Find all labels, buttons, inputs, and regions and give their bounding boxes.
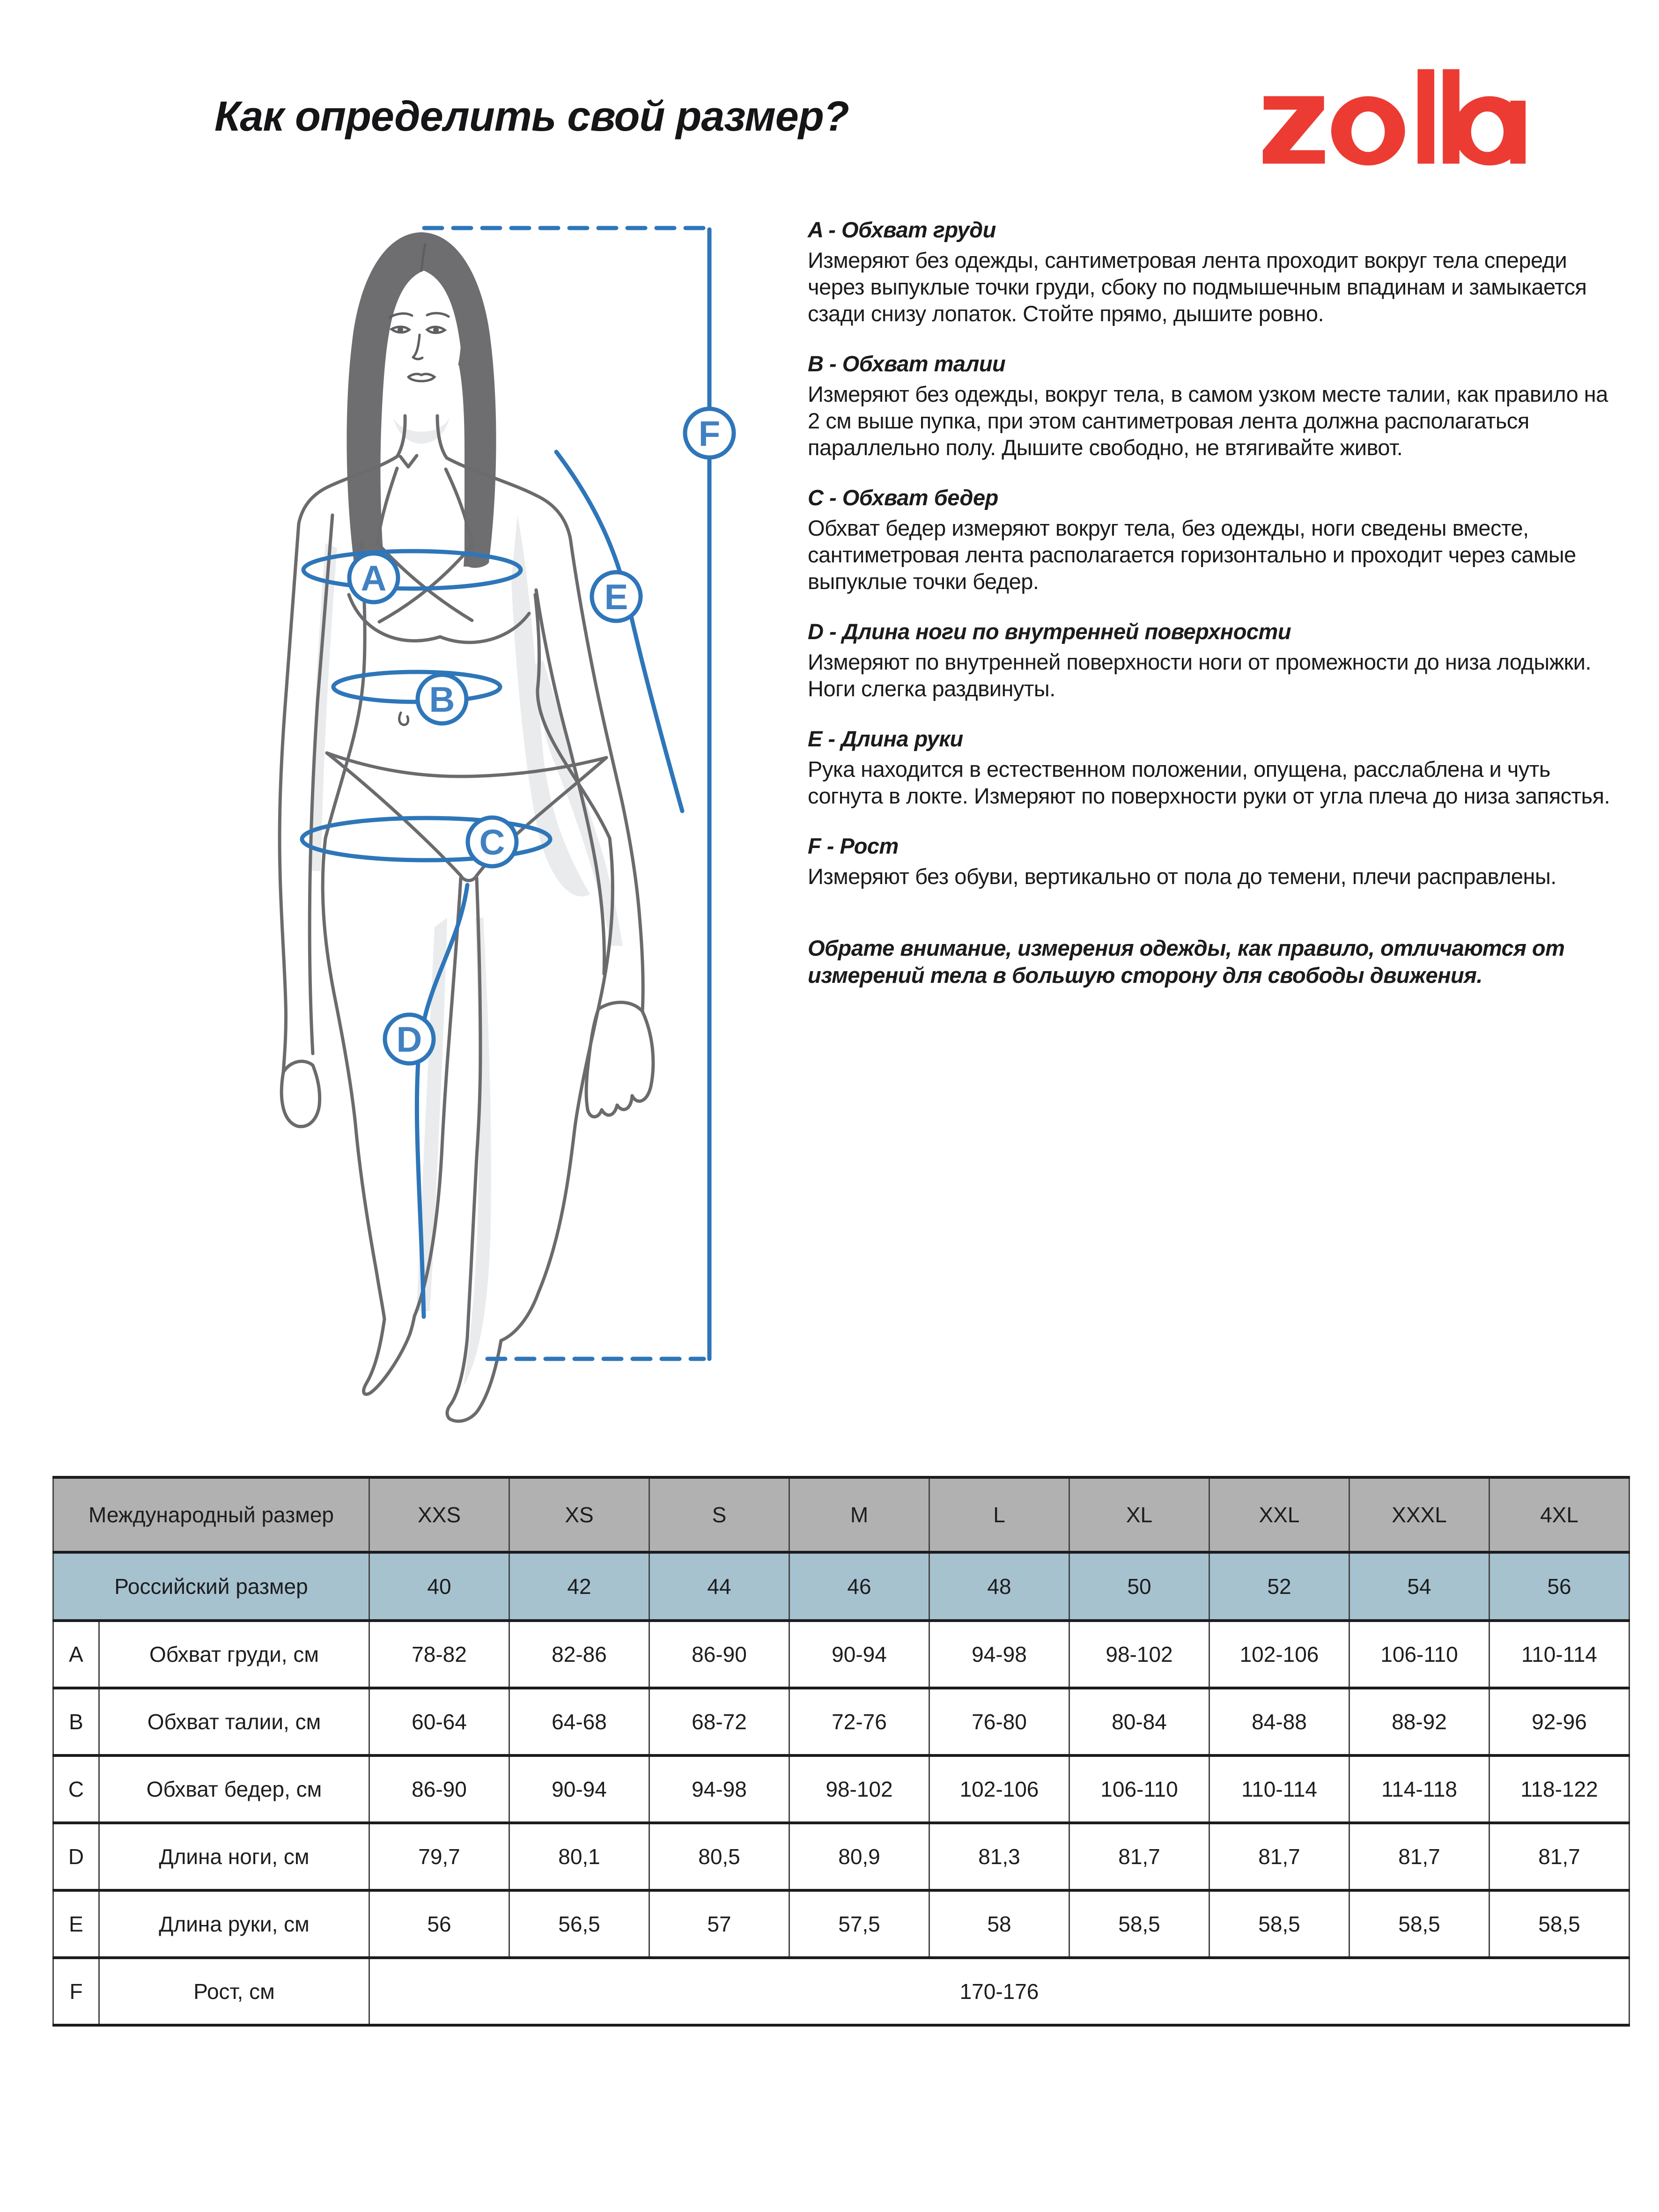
page-title: Как определить свой размер? [214,93,849,140]
size-col-header: 4XL [1489,1477,1630,1552]
header-row-russian [53,1552,1630,1621]
size-cell: 78-82 [369,1621,509,1688]
size-cell: 110-114 [1489,1621,1630,1688]
size-col-header: XXXL [1349,1477,1489,1552]
size-cell: 86-90 [649,1621,789,1688]
row-label: Обхват бедер, см [99,1755,369,1823]
size-cell: 57,5 [789,1890,929,1958]
row-label: Обхват груди, см [99,1621,369,1688]
size-col-header: XXL [1209,1477,1349,1552]
table-row-arm-length [53,1890,1630,1958]
section-height [808,833,1622,890]
row-label: Длина ноги, см [99,1823,369,1890]
size-cell: 98-102 [1069,1621,1209,1688]
table-row-leg-length [53,1823,1630,1890]
size-col-header: 54 [1349,1552,1489,1621]
size-cell: 57 [649,1890,789,1958]
size-cell: 58,5 [1489,1890,1630,1958]
size-col-header: 50 [1069,1552,1209,1621]
size-col-header: 52 [1209,1552,1349,1621]
size-cell: 80,5 [649,1823,789,1890]
section-chest [808,216,1622,327]
svg-text:A: A [361,559,387,598]
section-body: Рука находится в естественном положении, опущена, расслаблена и чуть согнута в локте. Измеряют по поверхности руки от угла плеча до низа запястья. [808,757,1610,808]
size-col-header: S [649,1477,789,1552]
size-cell: 110-114 [1209,1755,1349,1823]
attention-note: Обрате внимание, измерения одежды, как правило, отличаются от измерений тела в большую сторону для свободы движения. [808,936,1565,988]
size-cell: 92-96 [1489,1688,1630,1755]
section-heading: C - Обхват бедер [808,485,998,510]
row-letter: B [53,1688,99,1755]
table-row-height [53,1958,1630,2025]
badge-b [418,675,466,723]
zolla-logo [1261,65,1526,171]
size-col-header: M [789,1477,929,1552]
size-cell: 80,9 [789,1823,929,1890]
size-cell: 82-86 [509,1621,649,1688]
section-heading: D - Длина ноги по внутренней поверхности [808,619,1291,644]
size-col-header: 40 [369,1552,509,1621]
size-cell: 86-90 [369,1755,509,1823]
size-cell: 79,7 [369,1823,509,1890]
table-row-waist [53,1688,1630,1755]
size-cell: 94-98 [929,1621,1069,1688]
size-cell: 81,7 [1489,1823,1630,1890]
size-cell: 64-68 [509,1688,649,1755]
size-cell: 80-84 [1069,1688,1209,1755]
size-cell: 102-106 [929,1755,1069,1823]
svg-text:E: E [604,577,628,617]
table-row-chest [53,1621,1630,1688]
size-cell: 114-118 [1349,1755,1489,1823]
row-letter: F [53,1958,99,2025]
size-col-header: 48 [929,1552,1069,1621]
table-row-hips [53,1755,1630,1823]
section-heading: F - Рост [808,833,899,858]
size-cell: 56,5 [509,1890,649,1958]
size-cell: 98-102 [789,1755,929,1823]
size-col-header: XL [1069,1477,1209,1552]
section-waist [808,350,1622,461]
row-label: Длина руки, см [99,1890,369,1958]
size-cell: 76-80 [929,1688,1069,1755]
size-cell: 81,3 [929,1823,1069,1890]
row-letter: E [53,1890,99,1958]
size-cell: 81,7 [1069,1823,1209,1890]
badge-e [592,572,641,621]
row-label: Обхват талии, см [99,1688,369,1755]
section-hips [808,484,1622,595]
row-letter: C [53,1755,99,1823]
size-cell: 56 [369,1890,509,1958]
size-cell: 81,7 [1209,1823,1349,1890]
section-arm-length [808,725,1622,809]
section-heading: B - Обхват талии [808,351,1006,376]
header-label: Международный размер [53,1477,369,1552]
size-col-header: L [929,1477,1069,1552]
arm-line-e [556,452,682,811]
size-col-header: XXS [369,1477,509,1552]
size-cell: 102-106 [1209,1621,1349,1688]
section-body: Измеряют без одежды, вокруг тела, в самом узком месте талии, как правило на 2 см выше пупка, при этом сантиметровая лента должна располагаться параллельно полу. Дышите свободно, не втягивайте живот. [808,382,1608,460]
svg-text:B: B [429,680,455,720]
size-cell: 118-122 [1489,1755,1630,1823]
section-heading: A - Обхват груди [808,217,996,242]
size-cell: 58,5 [1069,1890,1209,1958]
size-col-header: 44 [649,1552,789,1621]
size-cell: 72-76 [789,1688,929,1755]
measurement-badges [349,409,734,1063]
svg-text:F: F [698,414,721,454]
size-cell: 94-98 [649,1755,789,1823]
size-cell: 106-110 [1349,1621,1489,1688]
size-cell: 106-110 [1069,1755,1209,1823]
size-cell: 58,5 [1349,1890,1489,1958]
section-body: Обхват бедер измеряют вокруг тела, без одежды, ноги сведены вместе, сантиметровая лента располагается горизонтально и проходит через самые выпуклые точки бедер. [808,516,1576,594]
size-col-header: 46 [789,1552,929,1621]
size-cell: 80,1 [509,1823,649,1890]
badge-a [349,553,398,602]
section-body: Измеряют без одежды, сантиметровая лента проходит вокруг тела спереди через выпуклые точки груди, сбоку по подмышечным впадинам и замыкается сзади снизу лопаток. Стойте прямо, дышите ровно. [808,248,1587,326]
size-cell: 90-94 [789,1621,929,1688]
size-table [52,1476,1630,2027]
size-cell: 90-94 [509,1755,649,1823]
size-cell: 58,5 [1209,1890,1349,1958]
size-cell: 88-92 [1349,1688,1489,1755]
size-cell: 84-88 [1209,1688,1349,1755]
row-letter: A [53,1621,99,1688]
badge-d [385,1015,434,1063]
svg-text:D: D [396,1020,422,1060]
header-row-international [53,1477,1630,1552]
size-col-header: 56 [1489,1552,1630,1621]
size-cell: 68-72 [649,1688,789,1755]
section-leg-length [808,618,1622,702]
height-merged-cell: 170-176 [369,1958,1630,2025]
section-heading: E - Длина руки [808,726,963,751]
row-letter: D [53,1823,99,1890]
chest-ellipse-a [303,551,521,589]
measurement-descriptions [808,216,1622,989]
badge-c [468,818,516,866]
section-body: Измеряют по внутренней поверхности ноги от промежности до низа лодыжки. Ноги слегка раздвинуты. [808,649,1592,701]
size-cell: 60-64 [369,1688,509,1755]
size-col-header: 42 [509,1552,649,1621]
size-cell: 81,7 [1349,1823,1489,1890]
badge-f [685,409,734,457]
size-col-header: XS [509,1477,649,1552]
header-label: Российский размер [53,1552,369,1621]
row-label: Рост, см [99,1958,369,2025]
section-body: Измеряют без обуви, вертикально от пола до темени, плечи расправлены. [808,864,1556,889]
svg-text:C: C [479,823,505,863]
size-cell: 58 [929,1890,1069,1958]
